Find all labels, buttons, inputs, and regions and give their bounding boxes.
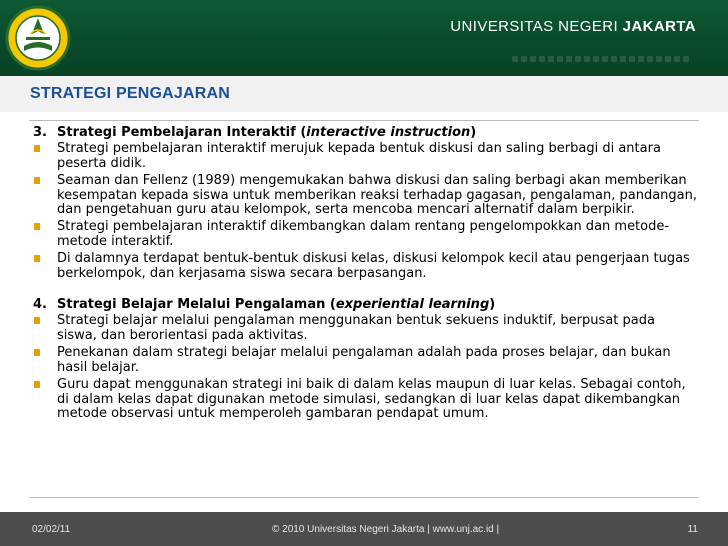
slide-date: 02/02/11 (32, 524, 71, 535)
section-heading: 4. Strategi Belajar Melalui Pengalaman (experiential learning) (33, 297, 496, 313)
slide-content (33, 126, 697, 424)
slide-footer (0, 512, 728, 546)
square-bullet-icon (34, 255, 40, 262)
section-spacer (33, 284, 697, 298)
university-name: UNIVERSITAS NEGERI JAKARTA (450, 18, 696, 35)
bullet-list (33, 314, 697, 421)
square-bullet-icon (34, 317, 40, 324)
square-bullet-icon (34, 177, 40, 184)
square-bullet-icon (34, 349, 40, 356)
university-logo-icon (4, 4, 72, 72)
bullet-item: Penekanan dalam strategi belajar melalui pengalaman adalah pada proses belajar, dan bukan hasil belajar. (33, 346, 697, 375)
bullet-item: Strategi belajar melalui pengalaman menggunakan bentuk sekuens induktif, berpusat pada siswa, dan berorientasi pada aktivitas. (33, 314, 697, 343)
square-bullet-icon (34, 381, 40, 388)
header-decoration (512, 56, 692, 62)
slide-header (0, 0, 728, 76)
bullet-item: Guru dapat menggunakan strategi ini baik di dalam kelas maupun di luar kelas. Sebagai contoh, di dalam kelas dapat digunakan metode simulasi, sedangkan di luar kelas dapat dikembangkan metode observasi untuk memperoleh gambaran pendapat umum. (33, 378, 697, 421)
slide-title: STRATEGI PENGAJARAN (30, 85, 230, 102)
square-bullet-icon (34, 223, 40, 230)
bullet-item: Di dalamnya terdapat bentuk-bentuk diskusi kelas, diskusi kelompok kecil atau pengerjaan tugas berkelompok, dan kerjasama siswa secara berpasangan. (33, 252, 697, 281)
bullet-list (33, 142, 697, 281)
section-heading: 3. Strategi Pembelajaran Interaktif (interactive instruction) (33, 125, 477, 140)
bullet-item: Strategi pembelajaran interaktif merujuk kepada bentuk diskusi dan saling berbagi di antara peserta didik. (33, 142, 697, 171)
square-bullet-icon (34, 145, 40, 152)
bullet-item: Strategi pembelajaran interaktif dikembangkan dalam rentang pengelompokkan dan metode-metode interaktif. (33, 220, 697, 249)
footer-copyright: © 2010 Universitas Negeri Jakarta | www.unj.ac.id | (272, 524, 500, 535)
section-interactive-instruction (33, 126, 697, 281)
section-experiential-learning (33, 298, 697, 421)
page-number: 11 (687, 524, 698, 535)
bullet-item: Seaman dan Fellenz (1989) mengemukakan bahwa diskusi dan saling berbagi akan memberikan kesempatan kepada siswa untuk memberikan reaksi terhadap gagasan, pengalaman, pandangan, dan pengetahuan guru atau kelompok, serta mencoba mencari alternatif dalam berpikir. (33, 174, 697, 217)
